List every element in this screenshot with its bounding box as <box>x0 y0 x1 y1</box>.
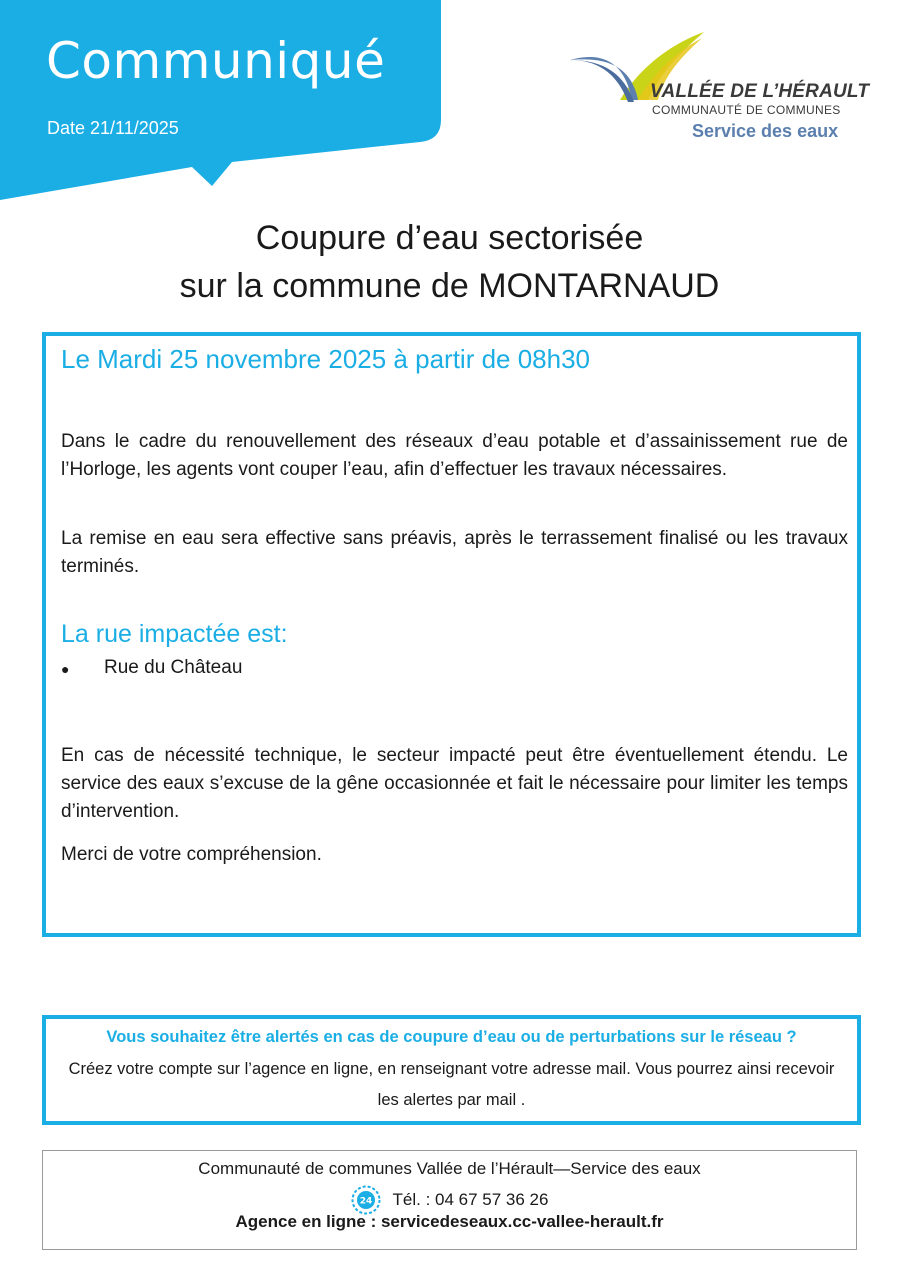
headline <box>0 214 899 310</box>
notice-paragraph-1: Dans le cadre du renouvellement des réseaux d’eau potable et d’assainissement rue de l’Horloge, les agents vont couper l’eau, afin d’effectuer les travaux nécessaires. <box>61 431 848 480</box>
banner-shape <box>0 0 441 200</box>
phone-icon-label: 24 <box>359 1196 372 1207</box>
headline-line-2: sur la commune de MONTARNAUD <box>179 267 720 305</box>
footer-organisation: Communauté de communes Vallée de l’Hérault—Service des eaux <box>198 1159 701 1178</box>
contact-footer <box>42 1150 857 1250</box>
streets-heading: La rue impactée est: <box>61 620 288 648</box>
logo-subtitle: COMMUNAUTÉ DE COMMUNES <box>652 103 841 117</box>
footer-website-link[interactable]: Agence en ligne : servicedeseaux.cc-vallee-herault.fr <box>235 1212 664 1231</box>
street-name: Rue du Château <box>104 657 243 678</box>
phone-24h-icon <box>351 1185 381 1215</box>
alert-box <box>42 1015 861 1125</box>
organisation-logo <box>568 30 870 150</box>
header-banner <box>0 0 441 200</box>
alert-title: Vous souhaitez être alertés en cas de coupure d’eau ou de perturbations sur le réseau ? <box>106 1028 797 1046</box>
logo-service: Service des eaux <box>692 121 839 141</box>
notice-paragraph-2: La remise en eau sera effective sans préavis, après le terrassement finalisé ou les travaux terminés. <box>61 528 848 577</box>
footer-phone[interactable]: Tél. : 04 67 57 36 26 <box>392 1190 549 1209</box>
alert-text: Créez votre compte sur l’agence en ligne, en renseignant votre adresse mail. Vous pourrez ainsi recevoir les alertes par mail . <box>68 1060 835 1109</box>
notice-date: Le Mardi 25 novembre 2025 à partir de 08h30 <box>61 344 591 374</box>
headline-line-1: Coupure d’eau sectorisée <box>255 219 644 257</box>
notice-paragraph-3: En cas de nécessité technique, le secteur impacté peut être éventuellement étendu. Le service des eaux s’excuse de la gêne occasionnée et fait le nécessaire pour limiter les temps d’intervention. <box>61 745 848 822</box>
bullet-icon: ● <box>61 661 70 677</box>
publication-date: Date 21/11/2025 <box>47 118 179 138</box>
page-title: Communiqué <box>46 32 386 90</box>
notice-box <box>42 332 861 937</box>
logo-name: VALLÉE DE L’HÉRAULT <box>650 81 870 102</box>
notice-closing: Merci de votre compréhension. <box>61 844 322 865</box>
